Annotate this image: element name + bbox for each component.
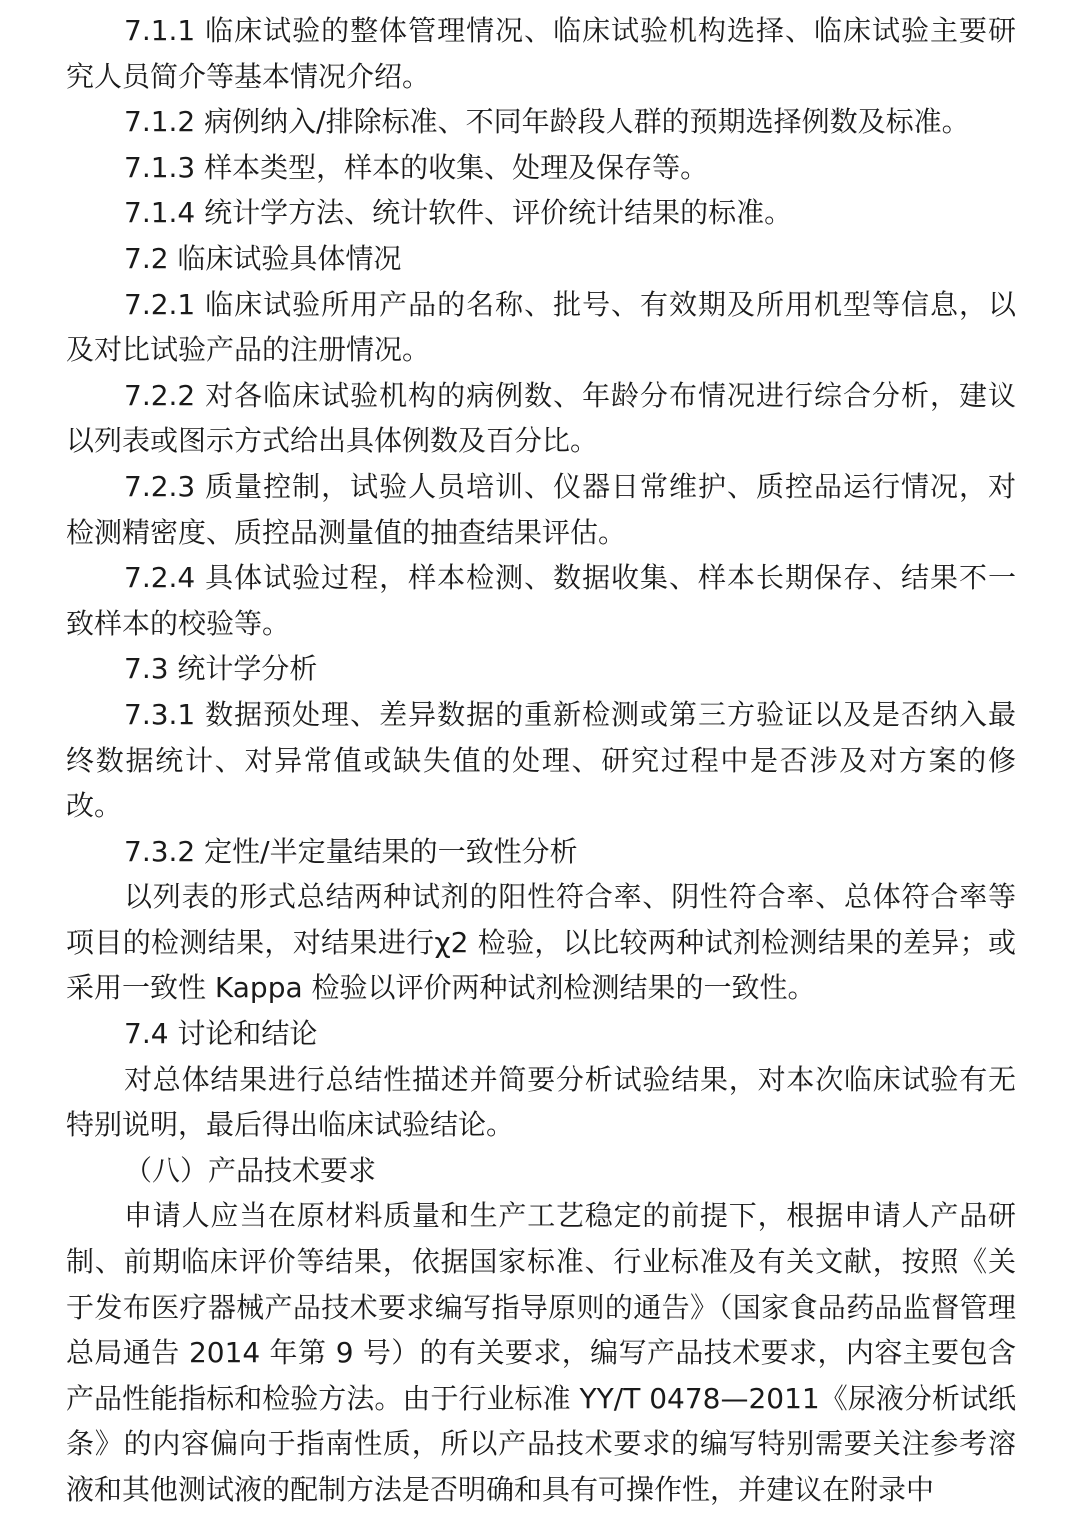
paragraph-7-1-2: 7.1.2 病例纳入/排除标准、不同年龄段人群的预期选择例数及标准。 xyxy=(124,105,970,139)
paragraph-7-1-3: 7.1.3 样本类型，样本的收集、处理及保存等。 xyxy=(124,150,709,184)
document-body xyxy=(66,8,1016,1513)
paragraph-7-3-1: 7.3.1 数据预处理、差异数据的重新检测或第三方验证以及是否纳入最终数据统计、对异常值或缺失值的处理、研究过程中是否涉及对方案的修改。 xyxy=(66,697,1016,823)
paragraph-7-2-4: 7.2.4 具体试验过程，样本检测、数据收集、样本长期保存、结果不一致样本的校验等。 xyxy=(66,561,1016,640)
paragraph-7-1-4: 7.1.4 统计学方法、统计软件、评价统计结果的标准。 xyxy=(124,196,793,230)
paragraph-7-2-2: 7.2.2 对各临床试验机构的病例数、年龄分布情况进行综合分析，建议以列表或图示方式给出具体例数及百分比。 xyxy=(66,378,1016,458)
paragraph-7-2-1: 7.2.1 临床试验所用产品的名称、批号、有效期及所用机型等信息，以及对比试验产品的注册情况。 xyxy=(66,287,1016,367)
paragraph-7-4-body: 对总体结果进行总结性描述并简要分析试验结果，对本次临床试验有无特别说明，最后得出临床试验结论。 xyxy=(66,1062,1016,1142)
paragraph-8-body: 申请人应当在原材料质量和生产工艺稳定的前提下，根据申请人产品研制、前期临床评价等结果，依据国家标准、行业标准及有关文献，按照《关于发布医疗器械产品技术要求编写指导原则的通告》（国家食品药品监督管理总局通告 2014 年第 9 号）的有关要求，编写产品技术要求，内容主要包含产品性能指标和检验方法。由于行业标准 YY/T 0478—2011《尿液分析试纸条》的内容偏向于指南性质，所以产品技术要求的编写特别需要关注参考溶液和其他测试液的配制方法是否明确和具有可操作性，并建议在附录中 xyxy=(66,1199,1016,1506)
heading-7-3: 7.3 统计学分析 xyxy=(124,652,318,686)
section-heading-8: （八）产品技术要求 xyxy=(124,1153,377,1187)
paragraph-7-3-2-body: 以列表的形式总结两种试剂的阳性符合率、阴性符合率、总体符合率等项目的检测结果，对结果进行χ2 检验，以比较两种试剂检测结果的差异；或采用一致性 Kappa 检验以评价两种试剂检测结果的一致性。 xyxy=(66,880,1016,1005)
heading-7-3-2: 7.3.2 定性/半定量结果的一致性分析 xyxy=(124,834,578,868)
heading-7-4: 7.4 讨论和结论 xyxy=(124,1017,318,1051)
paragraph-7-1-1: 7.1.1 临床试验的整体管理情况、临床试验机构选择、临床试验主要研究人员简介等基本情况介绍。 xyxy=(66,14,1016,93)
paragraph-7-2-3: 7.2.3 质量控制，试验人员培训、仪器日常维护、质控品运行情况，对检测精密度、质控品测量值的抽查结果评估。 xyxy=(66,469,1016,549)
heading-7-2: 7.2 临床试验具体情况 xyxy=(124,241,402,275)
